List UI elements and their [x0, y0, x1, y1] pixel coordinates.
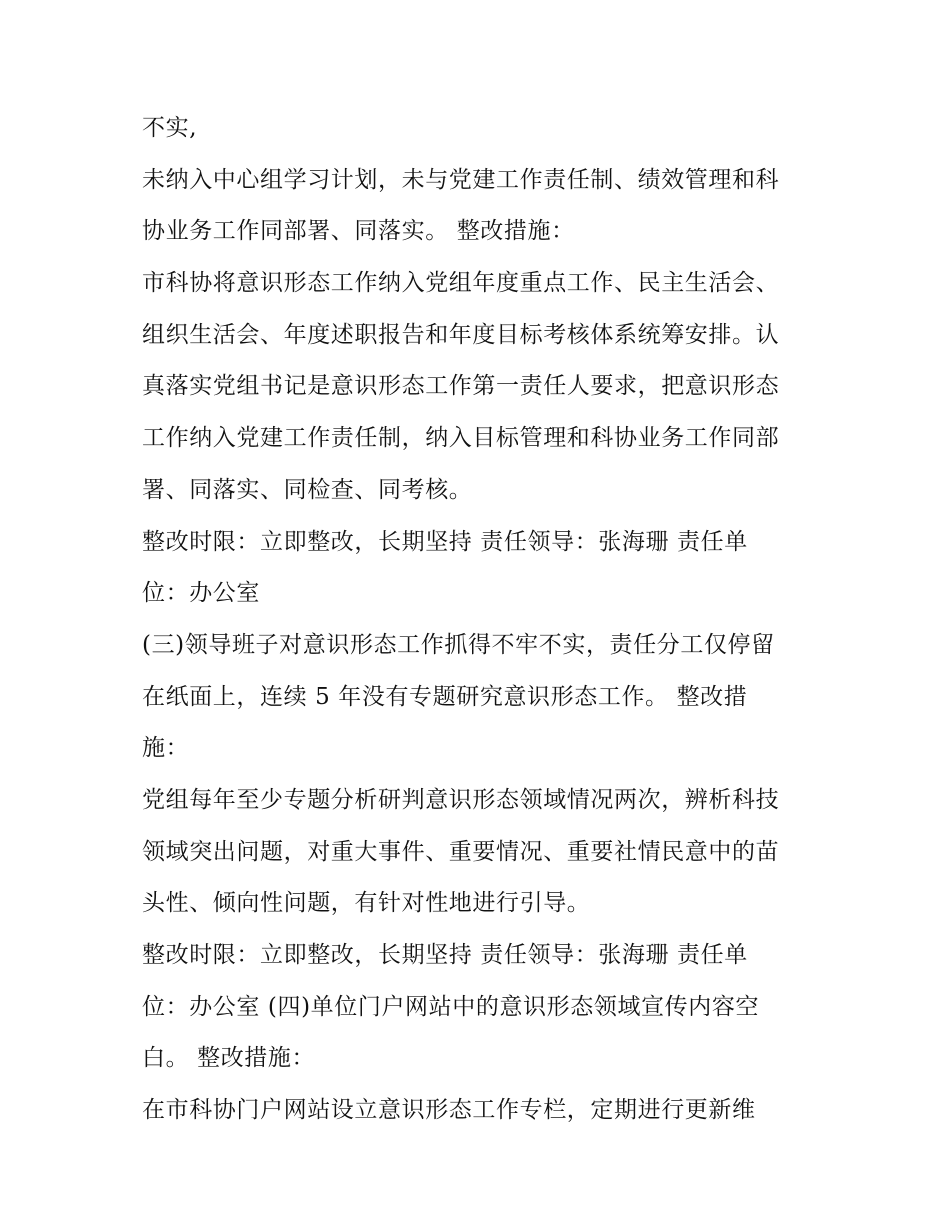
text-line: 署、同落实、同检查、同考核。 [142, 476, 473, 503]
text-line: 整改时限：立即整改，长期坚持 责任领导：张海珊 责任单 [142, 528, 748, 555]
text-line: 位：办公室 (四)单位门户网站中的意识形态领域宣传内容空 [142, 993, 760, 1020]
text-line: 未纳入中心组学习计划，未与党建工作责任制、绩效管理和科 [142, 166, 780, 193]
text-line: 组织生活会、年度述职报告和年度目标考核体系统筹安排。认 [142, 321, 780, 348]
text-line: 白。 整改措施： [142, 1045, 316, 1072]
text-line: 党组每年至少专题分析研判意识形态领域情况两次，辨析科技 [142, 786, 780, 813]
text-line: 市科协将意识形态工作纳入党组年度重点工作、民主生活会、 [142, 270, 780, 297]
text-line: 协业务工作同部署、同落实。 整改措施： [142, 218, 575, 245]
text-line: 真落实党组书记是意识形态工作第一责任人要求，把意识形态 [142, 373, 780, 400]
text-line: 头性、倾向性问题，有针对性地进行引导。 [142, 890, 591, 917]
text-line: 位：办公室 [142, 580, 260, 607]
text-line: 施： [142, 735, 190, 762]
text-line: (三)领导班子对意识形态工作抓得不牢不实，责任分工仅停留 [142, 631, 775, 658]
text-line: 在纸面上，连续 5 年没有专题研究意识形态工作。 整改措 [142, 683, 748, 710]
text-line: 整改时限：立即整改，长期坚持 责任领导：张海珊 责任单 [142, 942, 748, 968]
text-line: 在市科协门户网站设立意识形态工作专栏，定期进行更新维 [142, 1097, 756, 1124]
document-body [142, 108, 822, 1142]
text-line: 不实, [142, 115, 198, 141]
text-line: 工作纳入党建工作责任制，纳入目标管理和科协业务工作同部 [142, 425, 780, 452]
text-line: 领域突出问题，对重大事件、重要情况、重要社情民意中的苗 [142, 838, 780, 865]
